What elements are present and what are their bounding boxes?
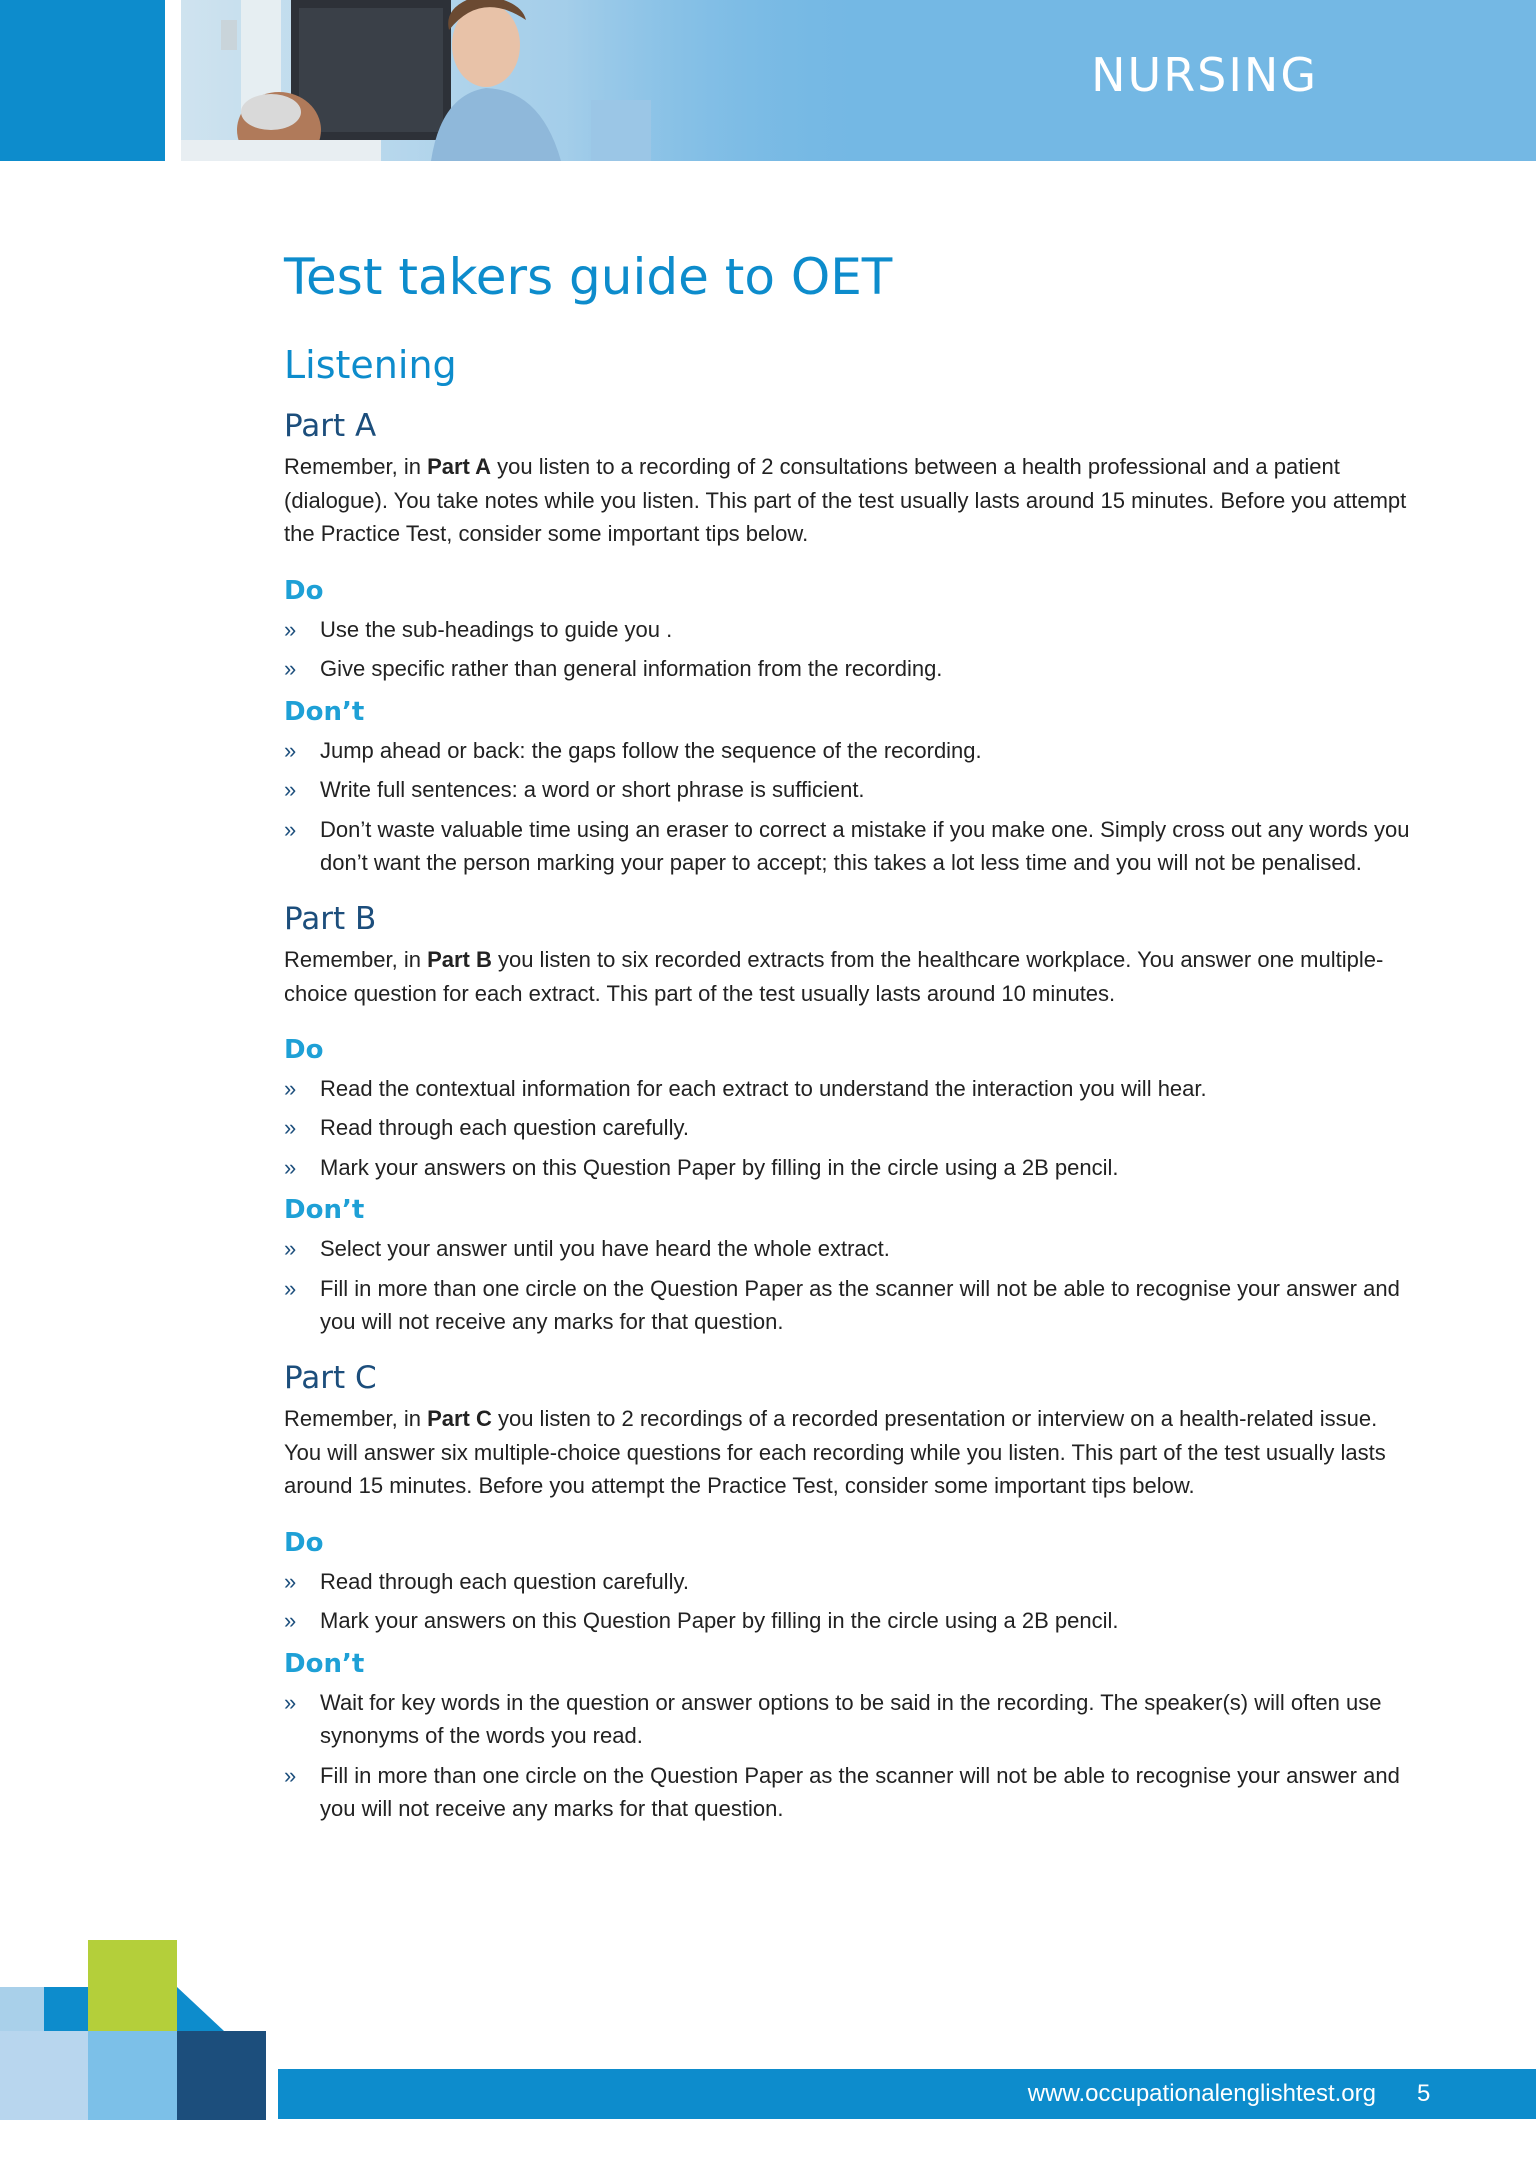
list-item-text: Give specific rather than general information from the recording.	[320, 656, 943, 682]
part-a-dont-heading: Don’t	[284, 696, 365, 727]
list-item-text: Write full sentences: a word or short phrase is sufficient.	[320, 777, 865, 803]
header-accent-square	[0, 0, 165, 161]
bullet-marker: »	[284, 816, 297, 842]
bullet-marker: »	[284, 1689, 297, 1715]
bullet-marker: »	[284, 1275, 297, 1301]
corner-decoration	[0, 1940, 270, 2120]
list-item	[284, 1686, 1414, 1753]
list-item-text: Wait for key words in the question or answer options to be said in the recording. The speaker(s) will often use synonyms of the words you read.	[320, 1689, 1382, 1748]
footer-url[interactable]: www.occupationalenglishtest.org	[1027, 2080, 1376, 2107]
list-item	[284, 1151, 1414, 1185]
bullet-marker: »	[284, 1075, 297, 1101]
list-item	[284, 1072, 1414, 1106]
list-item	[284, 1232, 1414, 1266]
list-item	[284, 613, 1414, 647]
part-c-do-list	[284, 1565, 1414, 1638]
part-b-dont-list	[284, 1232, 1414, 1339]
part-a-intro-pre: Remember, in	[284, 454, 428, 480]
bullet-marker: »	[284, 1154, 297, 1180]
part-b-dont-heading: Don’t	[284, 1195, 365, 1226]
bullet-marker: »	[284, 656, 297, 682]
list-item-text: Fill in more than one circle on the Question Paper as the scanner will not be able to recognise your answer and you will not receive any marks for that question.	[320, 1762, 1400, 1821]
part-b-intro-pre: Remember, in	[284, 947, 428, 973]
list-item	[284, 773, 1414, 807]
list-item	[284, 1111, 1414, 1145]
part-a-intro-post: you listen to a recording of 2 consultations between a health professional and a patient (dialogue). You take notes while you listen. This part of the test usually lasts around 15 minutes. Before you attempt the Practice Test, consider some important tips below.	[284, 454, 1407, 547]
part-b-intro	[284, 943, 1414, 1010]
list-item	[284, 1272, 1414, 1339]
part-b-do-heading: Do	[284, 1035, 324, 1066]
part-c-do-heading: Do	[284, 1527, 324, 1558]
header-title: NURSING	[1091, 48, 1318, 102]
part-b-intro-bold: Part B	[427, 947, 492, 973]
part-b-heading: Part B	[284, 900, 377, 937]
part-c-intro	[284, 1402, 1414, 1503]
list-item-text: Read through each question carefully.	[320, 1568, 689, 1594]
bullet-marker: »	[284, 616, 297, 642]
list-item-text: Use the sub-headings to guide you .	[320, 616, 673, 642]
part-b-do-list	[284, 1072, 1414, 1185]
list-item	[284, 813, 1414, 880]
part-a-intro	[284, 450, 1414, 551]
section-heading-listening: Listening	[284, 343, 457, 387]
part-a-dont-list	[284, 734, 1414, 880]
part-c-intro-post: you listen to 2 recordings of a recorded presentation or interview on a health-related issue. You will answer six multiple-choice questions for each recording while you listen. This part of the test usually lasts around 15 minutes. Before you attempt the Practice Test, consider some important tips below.	[284, 1406, 1386, 1499]
list-item	[284, 1759, 1414, 1826]
header-gap	[165, 0, 181, 161]
bullet-marker: »	[284, 777, 297, 803]
part-c-intro-pre: Remember, in	[284, 1406, 428, 1432]
bullet-marker: »	[284, 1115, 297, 1141]
part-a-do-list	[284, 613, 1414, 686]
list-item	[284, 1565, 1414, 1599]
part-a-heading: Part A	[284, 407, 377, 444]
list-item-text: Jump ahead or back: the gaps follow the sequence of the recording.	[320, 737, 982, 763]
part-a-intro-bold: Part A	[427, 454, 492, 480]
part-c-dont-heading: Don’t	[284, 1648, 365, 1679]
part-b-intro-post: you listen to six recorded extracts from the healthcare workplace. You answer one multiple-choice question for each extract. This part of the test usually lasts around 10 minutes.	[284, 947, 1384, 1006]
document-body	[284, 250, 1414, 1832]
list-item-text: Mark your answers on this Question Paper by filling in the circle using a 2B pencil.	[320, 1608, 1119, 1634]
header-photo	[181, 0, 1536, 161]
document-title: Test takers guide to OET	[284, 248, 893, 306]
list-item-text: Fill in more than one circle on the Question Paper as the scanner will not be able to recognise your answer and you will not receive any marks for that question.	[320, 1275, 1400, 1335]
bullet-marker: »	[284, 1762, 297, 1788]
bullet-marker: »	[284, 1236, 297, 1262]
part-a-do-heading: Do	[284, 575, 324, 606]
list-item-text: Read through each question carefully.	[320, 1115, 689, 1141]
list-item-text: Read the contextual information for each extract to understand the interaction you will hear.	[320, 1075, 1207, 1101]
bullet-marker: »	[284, 1608, 297, 1634]
list-item	[284, 734, 1414, 768]
list-item-text: Don’t waste valuable time using an eraser to correct a mistake if you make one. Simply cross out any words you don’t want the person marking your paper to accept; this takes a lot less time and you will not be penalised.	[320, 816, 1410, 876]
list-item	[284, 652, 1414, 686]
part-c-heading: Part C	[284, 1359, 377, 1396]
list-item-text: Mark your answers on this Question Paper by filling in the circle using a 2B pencil.	[320, 1154, 1119, 1180]
part-c-dont-list	[284, 1686, 1414, 1826]
part-c-intro-bold: Part C	[427, 1406, 492, 1432]
list-item	[284, 1604, 1414, 1638]
bullet-marker: »	[284, 737, 297, 763]
page-number: 5	[1417, 2080, 1431, 2107]
bullet-marker: »	[284, 1568, 297, 1594]
list-item-text: Select your answer until you have heard the whole extract.	[320, 1236, 890, 1262]
header-banner	[181, 0, 1536, 161]
